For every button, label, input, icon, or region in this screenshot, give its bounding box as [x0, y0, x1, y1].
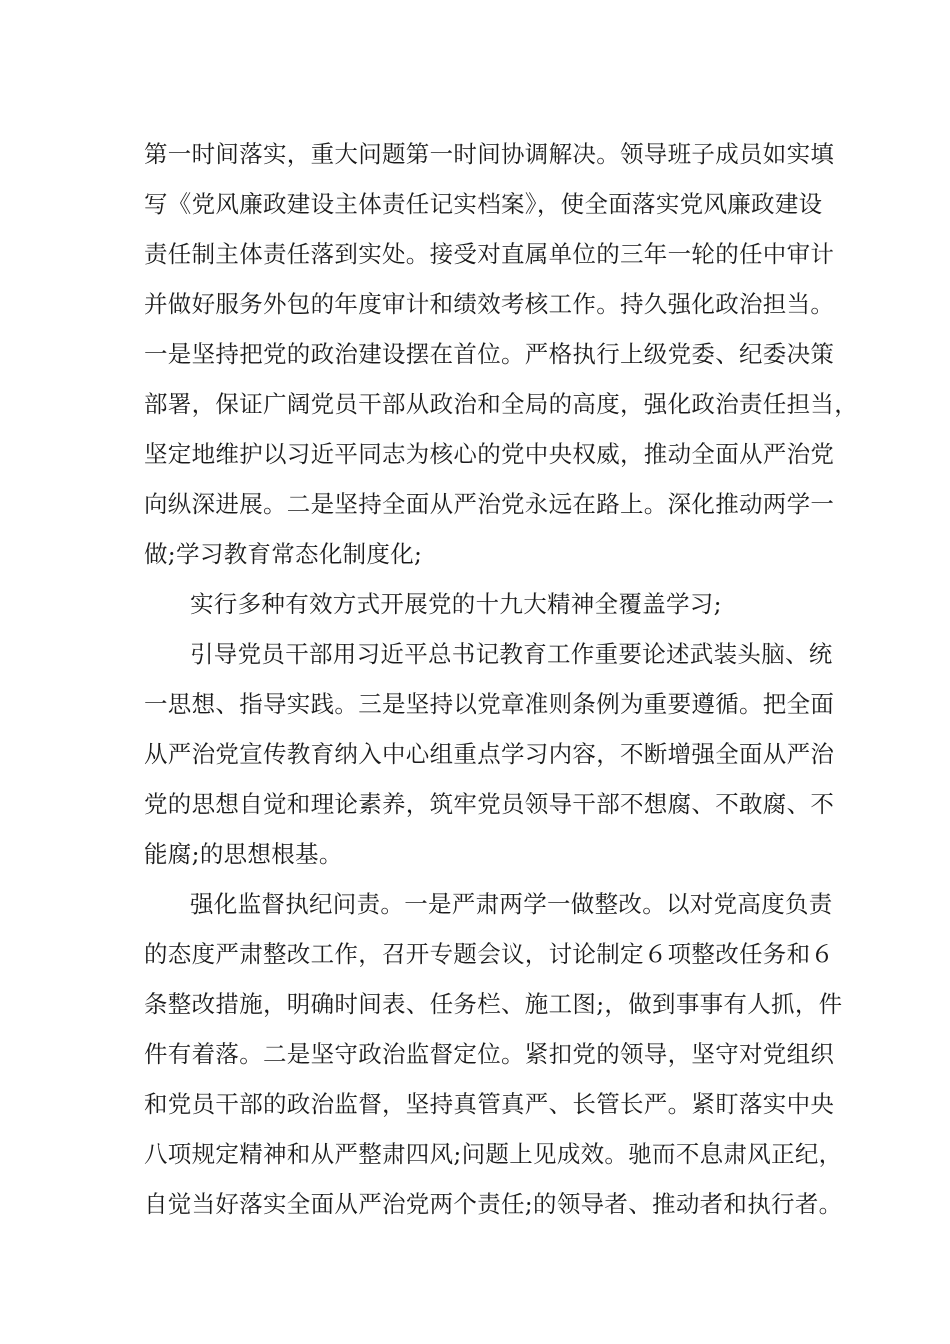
text-line: 并做好服务外包的年度审计和绩效考核工作。持久强化政治担当。	[144, 290, 835, 318]
paragraph-start-line: 实行多种有效方式开展党的十九大精神全覆盖学习;	[190, 590, 722, 618]
text-line: 能腐;的思想根基。	[144, 840, 343, 868]
paragraph-start-line: 强化监督执纪问责。一是严肃两学一做整改。以对党高度负责	[190, 890, 833, 918]
text-line: 和党员干部的政治监督，坚持真管真严、长管长严。紧盯落实中央	[144, 1090, 835, 1118]
text-line: 写《党风廉政建设主体责任记实档案》，使全面落实党风廉政建设	[144, 190, 823, 218]
text-line: 条整改措施，明确时间表、任务栏、施工图;，做到事事有人抓，件	[144, 990, 843, 1018]
text-line: 坚定地维护以习近平同志为核心的党中央权威，推动全面从严治党	[144, 440, 835, 468]
text-line: 党的思想自觉和理论素养，筑牢党员领导干部不想腐、不敢腐、不	[144, 790, 835, 818]
text-line: 件有着落。二是坚守政治监督定位。紧扣党的领导，坚守对党组织	[144, 1040, 835, 1068]
text-line: 一是坚持把党的政治建设摆在首位。严格执行上级党委、纪委决策	[144, 340, 835, 368]
paragraph-start-line: 引导党员干部用习近平总书记教育工作重要论述武装头脑、统	[190, 640, 833, 668]
text-line: 责任制主体责任落到实处。接受对直属单位的三年一轮的任中审计	[144, 240, 835, 268]
text-line: 第一时间落实，重大问题第一时间协调解决。领导班子成员如实填	[144, 140, 835, 168]
text-line: 从严治党宣传教育纳入中心组重点学习内容，不断增强全面从严治	[144, 740, 835, 768]
text-line: 八项规定精神和从严整肃四风;问题上见成效。驰而不息肃风正纪，	[144, 1140, 843, 1168]
text-line: 一思想、指导实践。三是坚持以党章准则条例为重要遵循。把全面	[144, 690, 835, 718]
text-line: 部署，保证广阔党员干部从政治和全局的高度，强化政治责任担当，	[144, 390, 858, 418]
text-line: 做;学习教育常态化制度化;	[144, 540, 423, 568]
text-line: 自觉当好落实全面从严治党两个责任;的领导者、推动者和执行者。	[144, 1190, 843, 1218]
text-line: 的态度严肃整改工作，召开专题会议，讨论制定６项整改任务和６	[144, 940, 835, 968]
text-line: 向纵深进展。二是坚持全面从严治党永远在路上。深化推动两学一	[144, 490, 835, 518]
